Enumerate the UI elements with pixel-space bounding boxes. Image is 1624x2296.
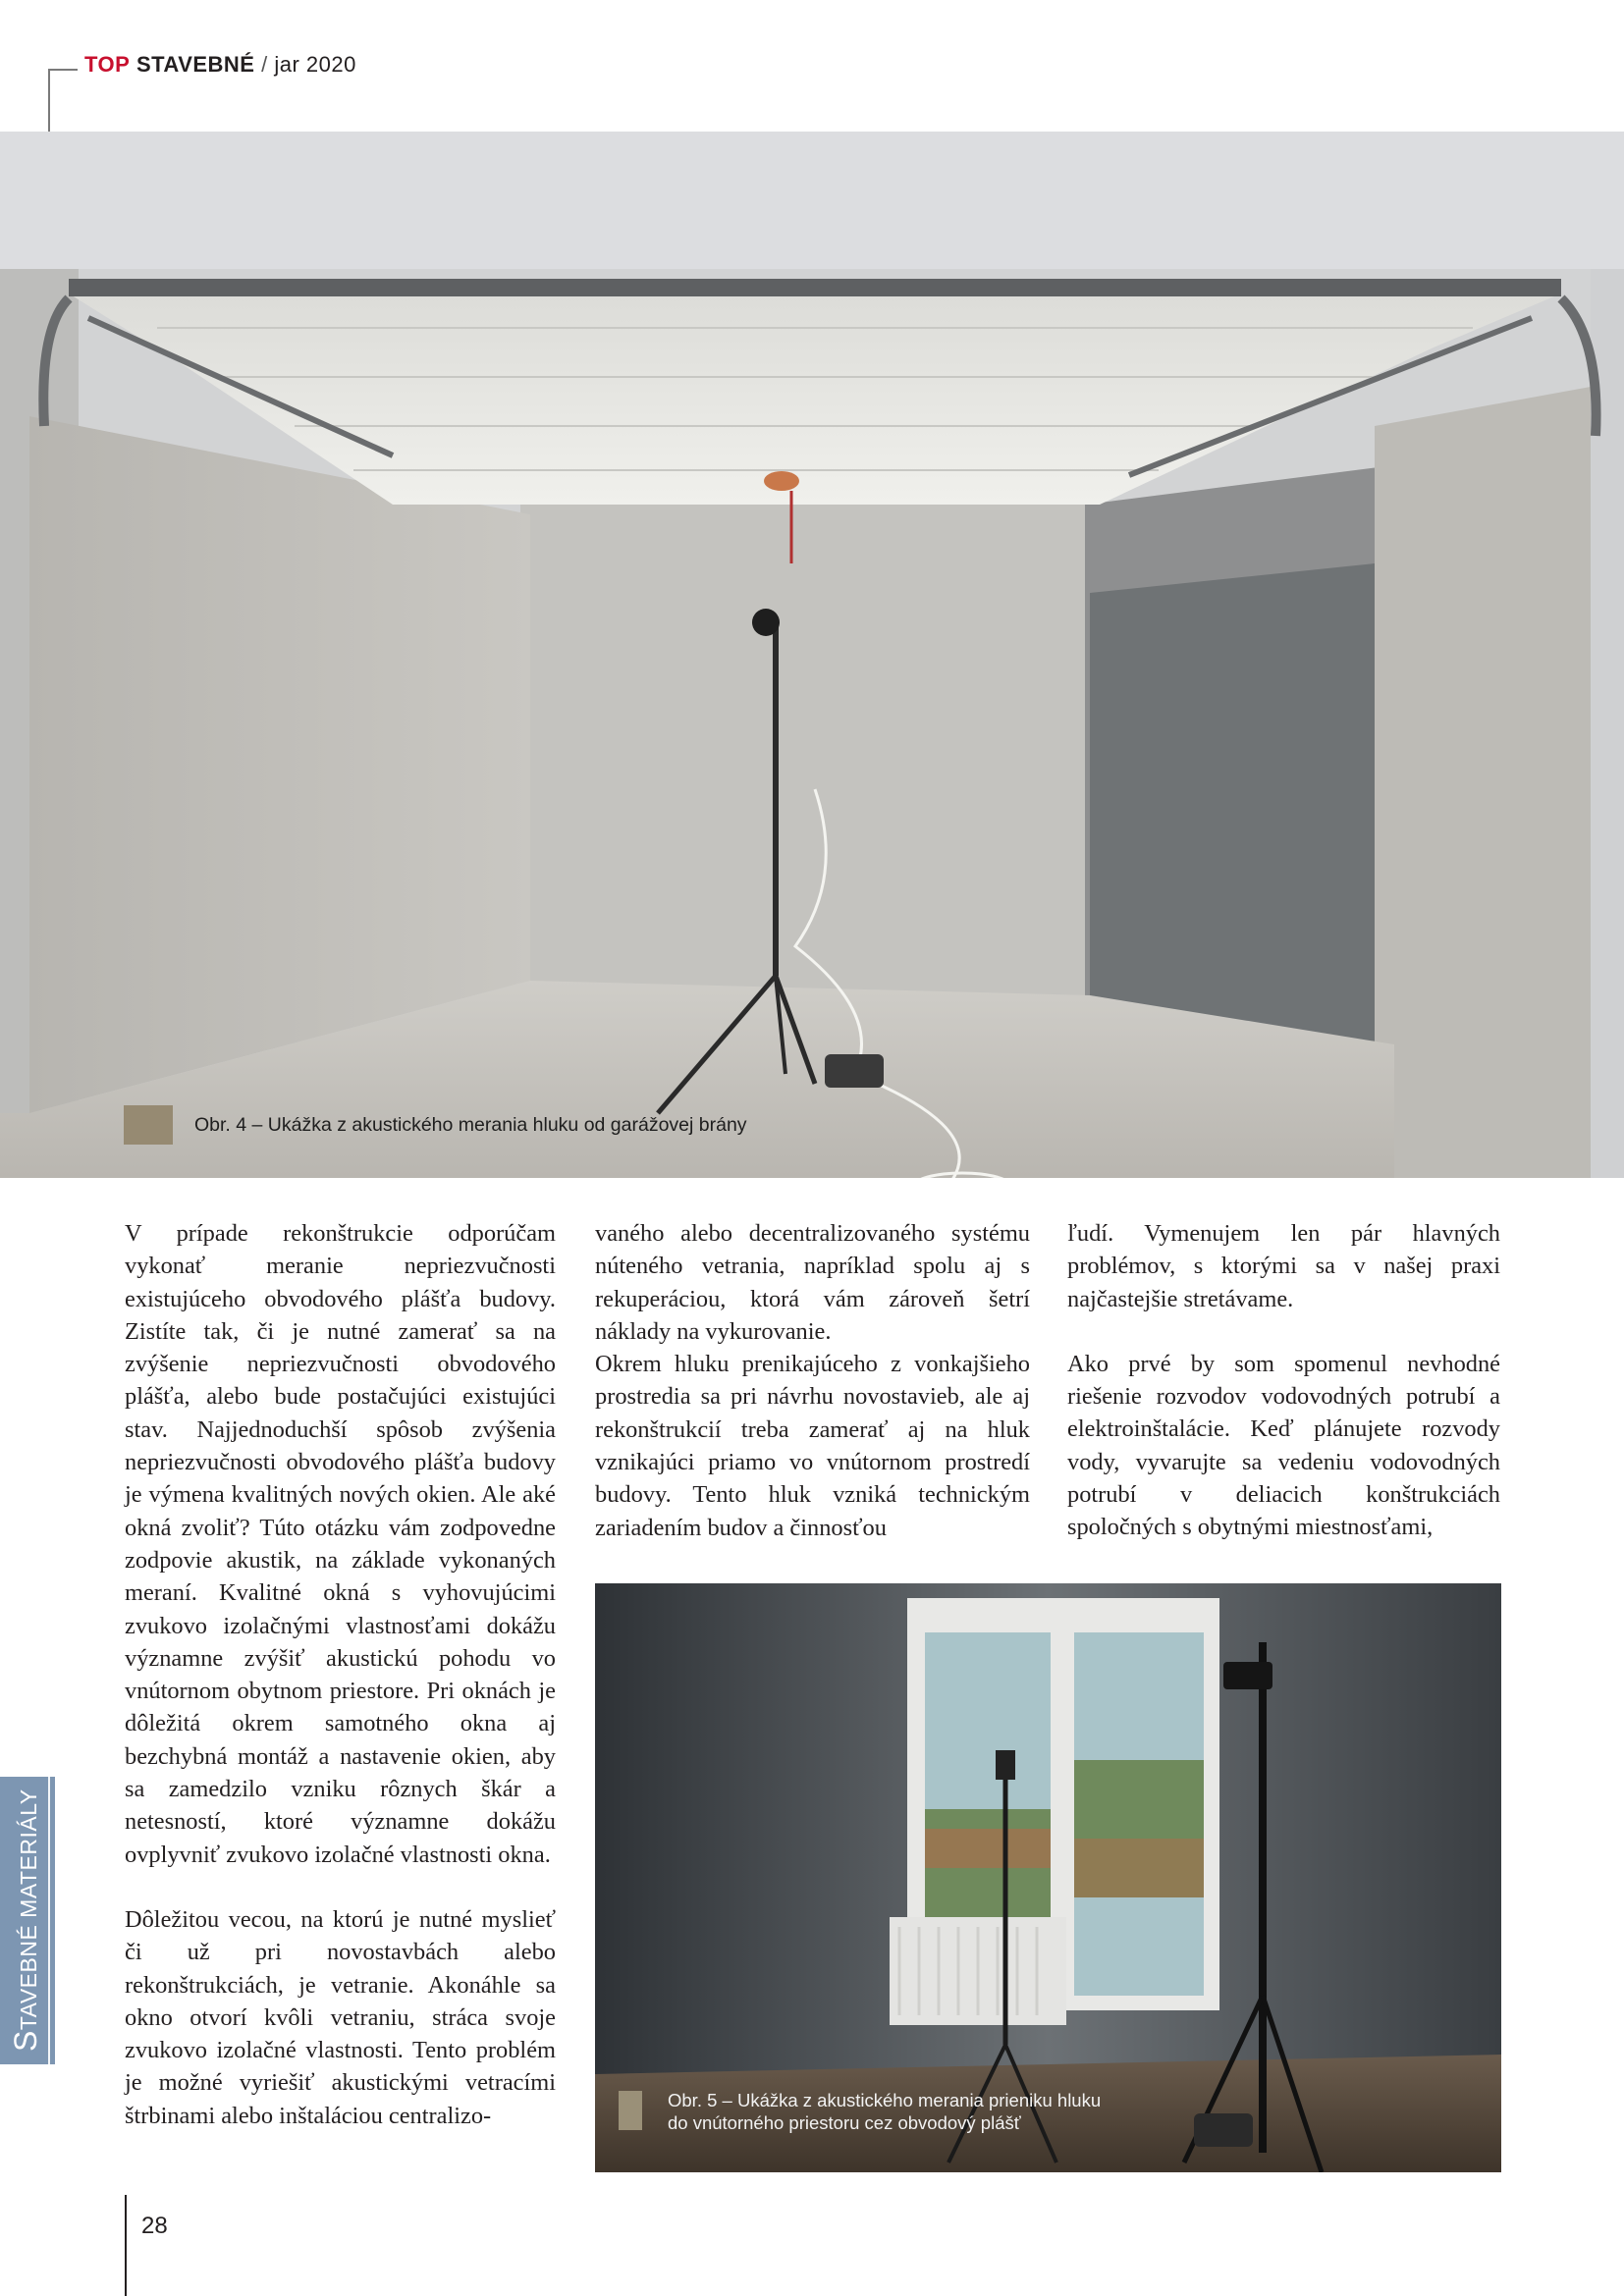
- caption-line: Obr. 5 – Ukážka z akustického merania prieniku hluku: [668, 2090, 1102, 2110]
- paragraph: Ako prvé by som spomenul nevhodné riešenie rozvodov vodovodných potrubí a elektroinštalácie. Keď plánujete rozvody vody, vyvarujte sa vedeniu vodovodných potrubí v deliacich konštrukciách spoločných s obytnými miestnosťami,: [1067, 1350, 1500, 1541]
- page-number: 28: [141, 2213, 168, 2239]
- figure-garage-photo: [0, 132, 1624, 1178]
- section-side-label: [6, 1777, 48, 2052]
- masthead-top: TOP: [84, 52, 131, 77]
- caption-line: do vnútorného priestoru cez obvodový plášť: [668, 2112, 1021, 2133]
- figure-room-photo: [595, 1583, 1501, 2172]
- section-label-rest: TAVEBNÉ MATERIÁLY: [16, 1789, 41, 2031]
- garage-photo-illustration: [0, 132, 1624, 1178]
- header-rule-horizontal: [48, 69, 78, 71]
- caption-text: Obr. 4 – Ukážka z akustického merania hluku od garážovej brány: [194, 1114, 747, 1136]
- paragraph: V prípade rekonštrukcie odporúčam vykonať meranie nepriezvučnosti existujúceho obvodového plášťa budovy. Zistíte tak, či je nutné zamerať sa na zvýšenie nepriezvučnosti obvodového plášťa, alebo bude postačujúci existujúci stav. Najjednoduchší spôsob zvýšenia nepriezvučnosti obvodového plášťa budovy je výmena kvalitných nových okien. Ale aké okná zvoliť? Túto otázku vám zodpovedne zodpovie akustik, na základe vykonaných meraní. Kvalitné okná s vyhovujúcimi zvukovo izolačnými vlastnosťami dokážu významne zvýšiť akustickú pohodu vo vnútornom obytnom priestore. Pri oknách je dôležitá okrem samotného okna aj bezchybná montáž a nastavenie okien, aby sa zamedzilo vzniku rôznych škár a netesností, ktoré významne dokážu ovplyvniť zvukovo izolačné vlastnosti okna.: [125, 1220, 556, 1868]
- masthead: [84, 51, 356, 79]
- section-label-initial: S: [8, 2030, 43, 2052]
- caption-marker: [124, 1105, 173, 1145]
- paragraph: vaného alebo decentralizovaného systému núteného vetrania, napríklad spolu aj s rekuperáciou, ktorá vám zároveň šetrí náklady na vykurovanie.: [595, 1220, 1030, 1345]
- figure-room-caption: [619, 2089, 1101, 2134]
- paragraph: Dôležitou vecou, na ktorú je nutné myslieť či už pri novostavbách alebo rekonštrukciách, je vetranie. Akonáhle sa okno otvorí kvôli vetraniu, stráca svoje zvukovo izolačné vlastnosti. Tento problém je možné vyriešiť akustickými vetracími štrbinami alebo inštaláciou centralizo-: [125, 1905, 556, 2129]
- room-photo-illustration: [595, 1583, 1501, 2172]
- header-rule-vertical: [48, 69, 50, 132]
- masthead-brand: STAVEBNÉ: [135, 52, 255, 77]
- paragraph: ľudí. Vymenujem len pár hlavných problémov, s ktorými sa v našej praxi najčastejšie stretávame.: [1067, 1220, 1500, 1312]
- text-column-2: [595, 1217, 1030, 1544]
- caption-text: [668, 2089, 1101, 2134]
- footer-rule: [125, 2195, 127, 2296]
- text-column-1: [125, 1217, 556, 2132]
- text-column-3: [1067, 1217, 1500, 1544]
- masthead-issue: jar 2020: [274, 52, 356, 77]
- masthead-separator: /: [261, 52, 268, 77]
- figure-garage-caption: [124, 1105, 747, 1145]
- section-side-tab-rule: [48, 1777, 50, 2064]
- caption-marker: [619, 2091, 642, 2130]
- paragraph: Okrem hluku prenikajúceho z vonkajšieho prostredia sa pri návrhu novostavieb, ale aj rekonštrukcií treba zamerať aj na hluk vznikajúci priamo vo vnútornom prostredí budovy. Tento hluk vzniká technickým zariadením budov a činnosťou: [595, 1351, 1030, 1541]
